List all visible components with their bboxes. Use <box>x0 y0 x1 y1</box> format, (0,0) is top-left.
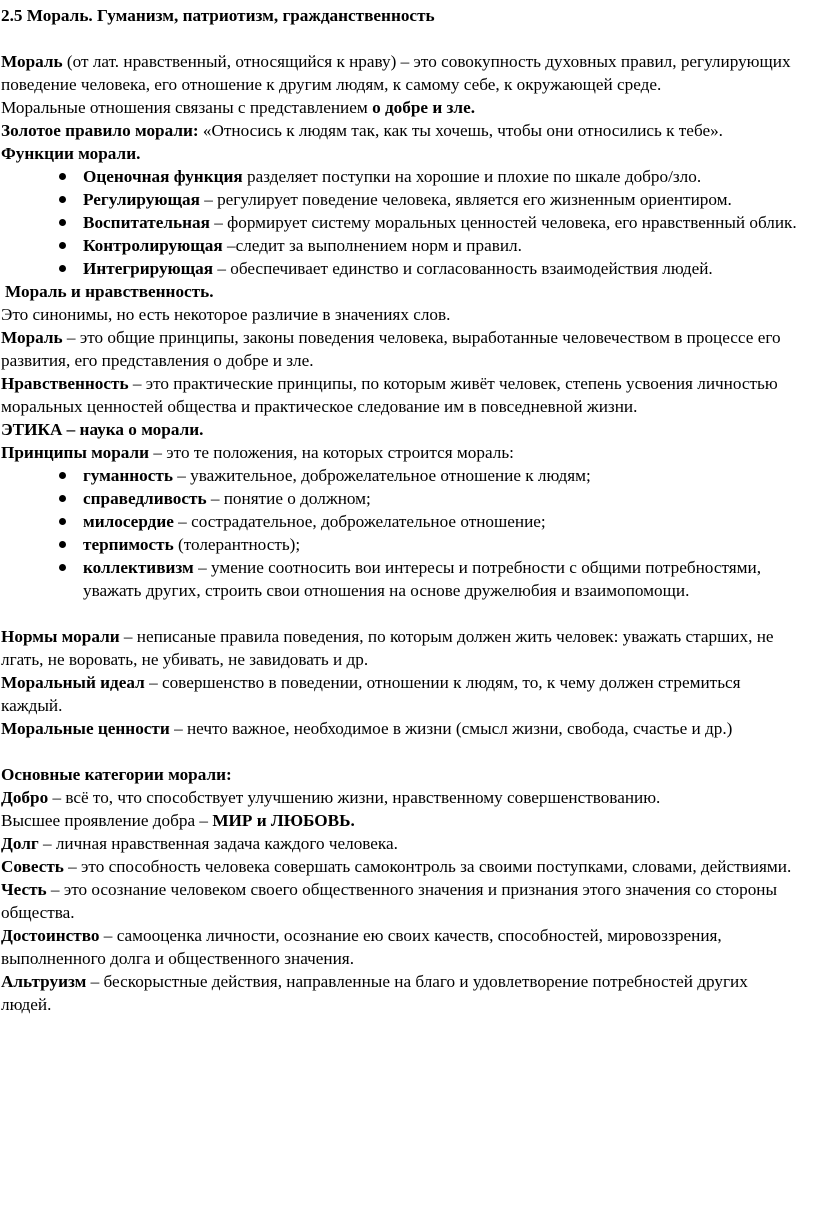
text: Моральные отношения связаны с представлением <box>1 98 373 117</box>
functions-heading <box>1 142 802 165</box>
term: Нормы морали <box>1 627 120 646</box>
definition: – совершенство в поведении, отношении к людям, то, к чему должен стремиться каждый. <box>1 673 741 715</box>
definition: разделяет поступки на хорошие и плохие по шкале добро/зло. <box>242 167 702 186</box>
moral-definition <box>1 326 802 372</box>
values-definition <box>1 717 802 740</box>
term: гуманность <box>83 466 173 485</box>
list-item <box>83 165 802 188</box>
definition: – нечто важное, необходимое в жизни (смысл жизни, свобода, счастье и др.) <box>169 719 733 738</box>
spacer <box>1 740 802 763</box>
heading-text: Основные категории морали: <box>1 765 232 784</box>
heading-text: Мораль и нравственность. <box>5 282 214 301</box>
section-title: 2.5 Мораль. Гуманизм, патриотизм, гражданственность <box>1 6 435 25</box>
term: Добро <box>1 788 49 807</box>
ideal-definition <box>1 671 802 717</box>
term: Моральный идеал <box>1 673 145 692</box>
term: Воспитательная <box>83 213 210 232</box>
definition: – всё то, что способствует улучшению жизни, нравственному совершенствованию. <box>48 788 661 807</box>
principles-list <box>1 464 802 602</box>
term: Мораль <box>1 52 63 71</box>
emphasis: о добре и зле. <box>372 98 475 117</box>
term: Совесть <box>1 857 64 876</box>
definition: «Относись к людям так, как ты хочешь, чтобы они относились к тебе». <box>198 121 723 140</box>
definition: – формирует систему моральных ценностей человека, его нравственный облик. <box>209 213 797 232</box>
conscience-definition <box>1 855 802 878</box>
list-item <box>83 211 802 234</box>
term: терпимость <box>83 535 174 554</box>
term: Достоинство <box>1 926 100 945</box>
list-item <box>83 510 802 533</box>
norms-definition <box>1 625 802 671</box>
honor-definition <box>1 878 802 924</box>
spacer <box>1 602 802 625</box>
moral-relations <box>1 96 802 119</box>
definition: – регулирует поведение человека, является его жизненным ориентиром. <box>199 190 732 209</box>
term: Золотое правило морали: <box>1 121 199 140</box>
term: Альтруизм <box>1 972 87 991</box>
golden-rule <box>1 119 802 142</box>
definition: – самооценка личности, осознание ею своих качеств, способностей, мировоззрения, выполненного долга и общественного значения. <box>1 926 722 968</box>
term: коллективизм <box>83 558 194 577</box>
definition: – обеспечивает единство и согласованность взаимодействия людей. <box>213 259 713 278</box>
term: Принципы морали <box>1 443 150 462</box>
definition: – умение соотносить вои интересы и потребности с общими потребностями, уважать других, строить свои отношения на основе дружелюбия и взаимопомощи. <box>83 558 762 600</box>
definition: – это осознание человеком своего общественного значения и признания этого значения со стороны общества. <box>1 880 778 922</box>
term: Оценочная функция <box>83 167 243 186</box>
definition: – сострадательное, доброжелательное отношение; <box>173 512 546 531</box>
definition: – это способность человека совершать самоконтроль за своими поступками, словами, действиями. <box>63 857 792 876</box>
functions-list <box>1 165 802 280</box>
text: Высшее проявление добра – <box>1 811 213 830</box>
term: справедливость <box>83 489 207 508</box>
definition: – бескорыстные действия, направленные на благо и удовлетворение потребностей других людей. <box>1 972 748 1014</box>
term: Интегрирующая <box>83 259 214 278</box>
definition: – это практические принципы, по которым живёт человек, степень усвоения личностью моральных ценностей общества и практическое следование им в повседневной жизни. <box>1 374 778 416</box>
term: Регулирующая <box>83 190 200 209</box>
good-definition <box>1 786 802 809</box>
definition: –следит за выполнением норм и правил. <box>222 236 522 255</box>
definition: (толерантность); <box>173 535 301 554</box>
nravstvennost-definition <box>1 372 802 418</box>
term: милосердие <box>83 512 174 531</box>
morality-definition <box>1 50 802 96</box>
principles-intro <box>1 441 802 464</box>
altruism-definition <box>1 970 802 1016</box>
definition: – личная нравственная задача каждого человека. <box>38 834 398 853</box>
heading-text: ЭТИКА – наука о морали. <box>1 420 204 439</box>
morality-ethics-heading <box>1 280 802 303</box>
categories-heading <box>1 763 802 786</box>
list-item <box>83 487 802 510</box>
term: Долг <box>1 834 39 853</box>
list-item <box>83 188 802 211</box>
list-item <box>83 533 802 556</box>
definition: – уважительное, доброжелательное отношение к людям; <box>172 466 591 485</box>
term: Моральные ценности <box>1 719 170 738</box>
definition: – это общие принципы, законы поведения человека, выработанные человечеством в процессе его развития, его представления о добре и зле. <box>1 328 781 370</box>
term: Мораль <box>1 328 63 347</box>
definition: – это те положения, на которых строится мораль: <box>149 443 514 462</box>
highest-good <box>1 809 802 832</box>
ethics-heading <box>1 418 802 441</box>
heading-text: Функции морали. <box>1 144 141 163</box>
list-item <box>83 234 802 257</box>
list-item <box>83 556 802 602</box>
dignity-definition <box>1 924 802 970</box>
definition: – понятие о должном; <box>206 489 371 508</box>
synonyms-note: Это синонимы, но есть некоторое различие в значениях слов. <box>1 305 451 324</box>
list-item <box>83 464 802 487</box>
emphasis: МИР и ЛЮБОВЬ. <box>212 811 355 830</box>
duty-definition <box>1 832 802 855</box>
term: Контролирующая <box>83 236 223 255</box>
definition: – неписаные правила поведения, по которым должен жить человек: уважать старших, не лгать, не воровать, не убивать, не завидовать и др. <box>1 627 774 669</box>
definition: (от лат. нравственный, относящийся к нраву) – это совокупность духовных правил, регулирующих поведение человека, его отношение к другим людям, к самому себе, к окружающей среде. <box>1 52 791 94</box>
term: Нравственность <box>1 374 129 393</box>
term: Честь <box>1 880 47 899</box>
list-item <box>83 257 802 280</box>
